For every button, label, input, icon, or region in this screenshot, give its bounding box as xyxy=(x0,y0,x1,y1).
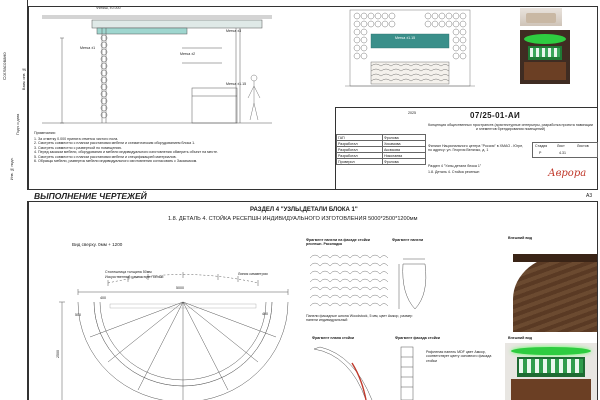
upper-thumbnail-top xyxy=(520,8,562,26)
panel-material-note: Панели фасадные шпона Woodstock, 5 мм, цвет Амкор, размер панели индивидуальный xyxy=(306,314,413,323)
elevation-label-2: Метка ±2 xyxy=(180,52,196,56)
stamp-object: Филиал Национального центра "Россия" в ХМАО - Югре, по адресу: ул. Георгия Величко, д. 1 xyxy=(428,144,524,153)
note-item: 3. Смотреть совместно с разверткой по помещению. xyxy=(34,145,123,150)
external-view-caption-1: Внешний вид xyxy=(508,236,533,240)
lower-page-label: А3 xyxy=(586,193,593,199)
stamp-sheet-title: 1.8. Деталь 4. Стойка ресепшн xyxy=(428,170,480,174)
note-item: 5. Смотреть совместно с планом расстановки мебели и спецификацией материалов. xyxy=(34,154,177,159)
led-panel-note: Рифленая панель MDF цвет Амкор, соответствует цвету основного фасада стойки xyxy=(426,350,492,363)
plan-caption: Вид сверху. 0мм + 1200 xyxy=(72,242,123,247)
note-item: 2. Cмотреть совместно с планом расстановки мебели и схематическим оборудованием блока 1. xyxy=(34,141,196,146)
elevation-label-1: Метка ±1 xyxy=(80,46,96,50)
facade-elevation-drawing xyxy=(335,8,485,88)
note-item: 4. Перед заказом мебели, оборудования и мебели индивидуального изготовления обмерить объект на месте. xyxy=(34,150,218,155)
dim-label-b: 500 xyxy=(75,313,81,317)
stamp-name: Николаева xyxy=(382,153,425,159)
dim-label-total: 5000 xyxy=(176,286,184,290)
fragment-plan-drawing xyxy=(310,345,380,400)
stage-value: Р xyxy=(539,151,542,155)
binding-label-0: Инв. № подл. xyxy=(10,157,14,180)
symmetry-label: Линия симметрии xyxy=(238,272,268,276)
sheet-value: 4.31 xyxy=(559,151,566,155)
note-item: 6. Образцы мебели, разверток мебели индивидуального изготовления согласовать с Заказчиком. xyxy=(34,159,198,164)
lower-detail-title: 1.8. ДЕТАЛЬ 4. СТОЙКА РЕСЕПШН ИНДИВИДУАЛЬНОГО ИЗГОТОВЛЕНИЯ 5000*2500*1200мм xyxy=(168,216,418,222)
stamp-name: Хисамова xyxy=(382,141,425,147)
stamp-role: Разработал xyxy=(337,153,383,159)
binding-label-1: Подп. и дата xyxy=(16,113,20,135)
stamp-year: 2025 xyxy=(408,111,416,115)
note-item: 1. За отметку 0.000 принята отметка чистого пола. xyxy=(34,137,119,141)
stamp-stage-grid xyxy=(532,142,598,158)
fragment-plan-caption: Фрагмент плана стойки xyxy=(312,336,355,340)
binding-label-2: Взам. инв. № xyxy=(22,67,26,90)
upper-thumbnail-render xyxy=(520,30,570,84)
section-elevation-drawing xyxy=(32,8,282,128)
brand-logo: Аврора xyxy=(548,168,587,179)
agreed-label: Согласовано xyxy=(2,52,7,80)
facade-elevation-label: Метка ±1.15 xyxy=(395,36,416,40)
stamp-role: Разработал xyxy=(337,147,383,153)
lower-binding-strip xyxy=(0,201,28,400)
stamp-signature-table xyxy=(336,134,426,165)
elevation-label-3: Метка ±3 xyxy=(226,29,242,33)
stamp-name: Аксюкова xyxy=(382,147,425,153)
notes-list xyxy=(34,137,334,163)
stamp-project-title: Концепция общественных пространств (архитектурные интерьеры, разработка проекта навигации и элементов брендирования помещений) xyxy=(428,123,593,132)
reception-plan-drawing xyxy=(48,252,298,400)
left-binding-strip xyxy=(0,0,28,190)
scale-panel-pattern xyxy=(310,250,388,308)
plan-note-1: Столешница толщина 50мм xyxy=(105,270,152,274)
title-block xyxy=(335,107,598,190)
fragment-facade-caption: Фрагмент фасада стойки xyxy=(395,336,440,340)
lower-section-title: РАЗДЕЛ 4 "УЗЛЫ,ДЕТАЛИ БЛОКА 1" xyxy=(250,207,358,213)
stamp-section: Раздел 4 "Узлы,детали блока 1" xyxy=(428,164,482,168)
stamp-role: Проверил xyxy=(337,159,383,165)
stamp-name: Фролова xyxy=(382,159,425,165)
external-view-caption-2: Внешний вид xyxy=(508,336,533,340)
plan-note-2: Искусственный камень цвет белый xyxy=(105,275,164,279)
elevation-label-finish: Финиш, ±0.000 xyxy=(96,6,121,10)
external-view-render-2 xyxy=(505,343,597,400)
stage-label: Стадия xyxy=(535,144,548,148)
dim-label-a: 400 xyxy=(100,296,106,300)
fragment-panels-caption: Фрагмент панели на фасаде стойки ресепшн. Раскладка xyxy=(306,238,370,247)
stamp-role: ГАП xyxy=(337,135,383,141)
notes-heading: Примечания: xyxy=(34,131,56,135)
sheets-label: Листов xyxy=(577,144,589,148)
sheet-label: Лист xyxy=(557,144,565,148)
dim-label-c: 400 xyxy=(262,312,268,316)
single-panel-detail xyxy=(395,254,450,314)
stamp-name: Фролова xyxy=(382,135,425,141)
external-view-render-1 xyxy=(505,244,597,332)
fragment-panel-caption: Фрагмент панели xyxy=(392,238,424,242)
dim-label-depth: 2500 xyxy=(56,350,60,358)
stamp-role: Разработал xyxy=(337,141,383,147)
lower-sheet-heading: ВЫПОЛНЕНИЕ ЧЕРТЕЖЕЙ xyxy=(34,191,147,201)
stamp-code: 07/25-01-АИ xyxy=(470,111,521,120)
elevation-label-model: Метка ±1.15 xyxy=(226,82,247,86)
